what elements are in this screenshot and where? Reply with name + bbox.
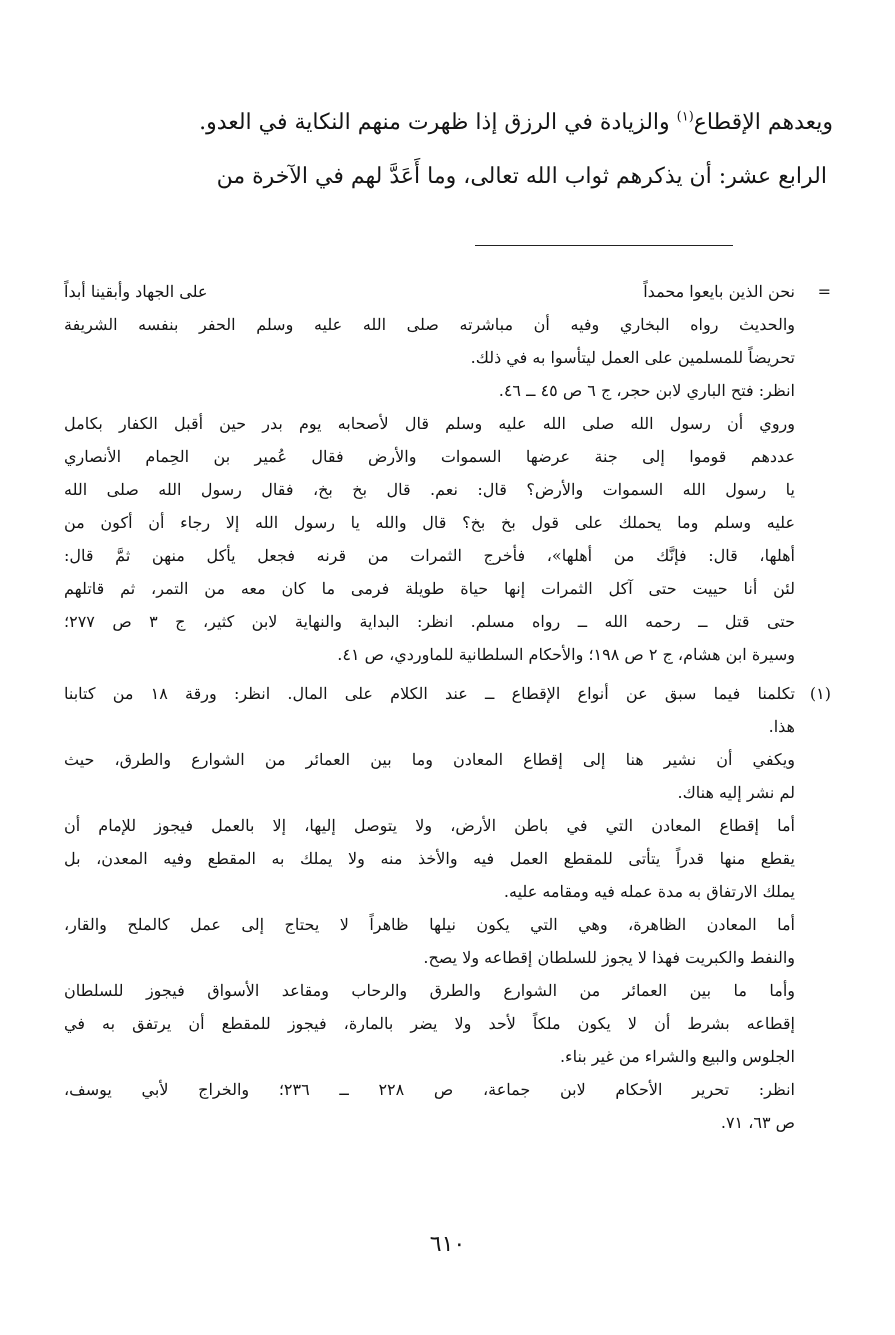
- footnote-line: ويكفي أن نشير هنا إلى إقطاع المعادن وما بين العمائر من الشوارع والطرق، حيث: [64, 750, 795, 769]
- continuation-marker: =: [817, 282, 831, 301]
- footnote-line: هذا.: [768, 717, 795, 736]
- footnote-line: وسيرة ابن هشام، ج ٢ ص ١٩٨؛ والأحكام السلطانية للماوردي، ص ٤١.: [337, 645, 795, 664]
- footnote-line: يا رسول الله السموات والأرض؟ قال: نعم. قال بخ بخ، فقال رسول الله صلى الله: [64, 480, 795, 499]
- footnotes: [64, 275, 831, 1139]
- footnote-line: عددهم قوموا إلى جنة عرضها السموات والأرض فقال عُمير بن الحِمام الأنصاري: [64, 447, 795, 466]
- footnote-line: تكلمنا فيما سبق عن أنواع الإقطاع ــ عند الكلام على المال. انظر: ورقة ١٨ من كتابنا: [64, 684, 795, 703]
- footnote-line: انظر: فتح الباري لابن حجر، ج ٦ ص ٤٥ ــ ٤٦.: [498, 381, 795, 400]
- footnote-line: أما إقطاع المعادن التي في باطن الأرض، ولا يتوصل إليها، إلا بالعمل فيجوز للإمام أن: [64, 816, 795, 835]
- footnote-line: أما المعادن الظاهرة، وهي التي يكون نيلها ظاهراً لا يحتاج إلى عمل كالملح والقار،: [64, 915, 795, 934]
- footnote-line: الجلوس والبيع والشراء من غير بناء.: [559, 1047, 795, 1066]
- footnote-line: تحريضاً للمسلمين على العمل ليتأسوا به في ذلك.: [470, 348, 795, 367]
- poetry-verse: [64, 275, 795, 308]
- footnote-line: أهلها، قال: فإنَّك من أهلها»، فأخرج الثمرات من قرنه فجعل يأكل منهن ثمَّ قال:: [64, 546, 796, 565]
- footnote-continued: [64, 275, 831, 671]
- verse-first-hemistich: نحن الذين بايعوا محمداً: [643, 282, 795, 301]
- footnote-line: إقطاعه بشرط أن لا يكون ملكاً لأحد ولا يضر بالمارة، فيجوز للمقطع أن يرتفق به في: [64, 1014, 795, 1033]
- main-text-line-1-start: ويعدهم الإقطاع: [693, 110, 833, 135]
- main-text: [60, 96, 833, 204]
- footnote-line: وأما ما بين العمائر من الشوارع والطرق والرحاب ومقاعد الأسواق فيجوز للسلطان: [64, 981, 795, 1000]
- footnote-line: لئن أنا حييت حتى آكل الثمرات إنها حياة طويلة فرمى ما كان معه من التمر، ثم قاتلهم: [64, 579, 795, 598]
- footnote-1: [64, 677, 831, 1139]
- footnote-separator: [475, 245, 733, 246]
- footnote-line: والنفط والكبريت فهذا لا يجوز للسلطان إقطاعه ولا يصح.: [423, 948, 795, 967]
- footnote-1-marker: (١): [809, 684, 831, 703]
- footnote-line: لم نشر إليه هناك.: [677, 783, 795, 802]
- footnote-line: ص ٦٣، ٧١.: [720, 1113, 795, 1132]
- main-text-line-1: [60, 96, 833, 150]
- page-number: ٦١٠: [429, 1232, 466, 1257]
- footnote-line: انظر: تحرير الأحكام لابن جماعة، ص ٢٢٨ ــ ٢٣٦؛ والخراج لأبي يوسف،: [64, 1080, 795, 1099]
- main-text-line-2: الرابع عشر: أن يذكرهم ثواب الله تعالى، وما أَعَدَّ لهم في الآخرة من: [216, 164, 827, 189]
- footnote-line: وروي أن رسول الله صلى الله عليه وسلم قال لأصحابه يوم بدر حين أقبل الكفار بكامل: [64, 414, 795, 433]
- footnote-line: عليه وسلم وما يحملك على قول بخ بخ؟ قال والله يا رسول الله إلا رجاء أن أكون من: [64, 513, 795, 532]
- footnote-reference[interactable]: (١): [676, 109, 694, 125]
- main-text-line-1-rest: والزيادة في الرزق إذا ظهرت منهم النكاية في العدو.: [199, 110, 677, 135]
- footnote-line: يقطع منها قدراً يتأتى للمقطع العمل فيه والأخذ منه ولا يملك به المقطع وفيه المعدن، بل: [64, 849, 795, 868]
- footnote-line: حتى قتل ــ رحمه الله ــ رواه مسلم. انظر: البداية والنهاية لابن كثير، ج ٣ ص ٢٧٧؛: [64, 612, 796, 631]
- footnote-line: والحديث رواه البخاري وفيه أن مباشرته صلى الله عليه وسلم الحفر بنفسه الشريفة: [64, 315, 795, 334]
- verse-second-hemistich: على الجهاد وأبقينا أبداً: [64, 282, 208, 301]
- footnote-line: يملك الارتفاق به مدة عمله فيه ومقامه عليه.: [503, 882, 795, 901]
